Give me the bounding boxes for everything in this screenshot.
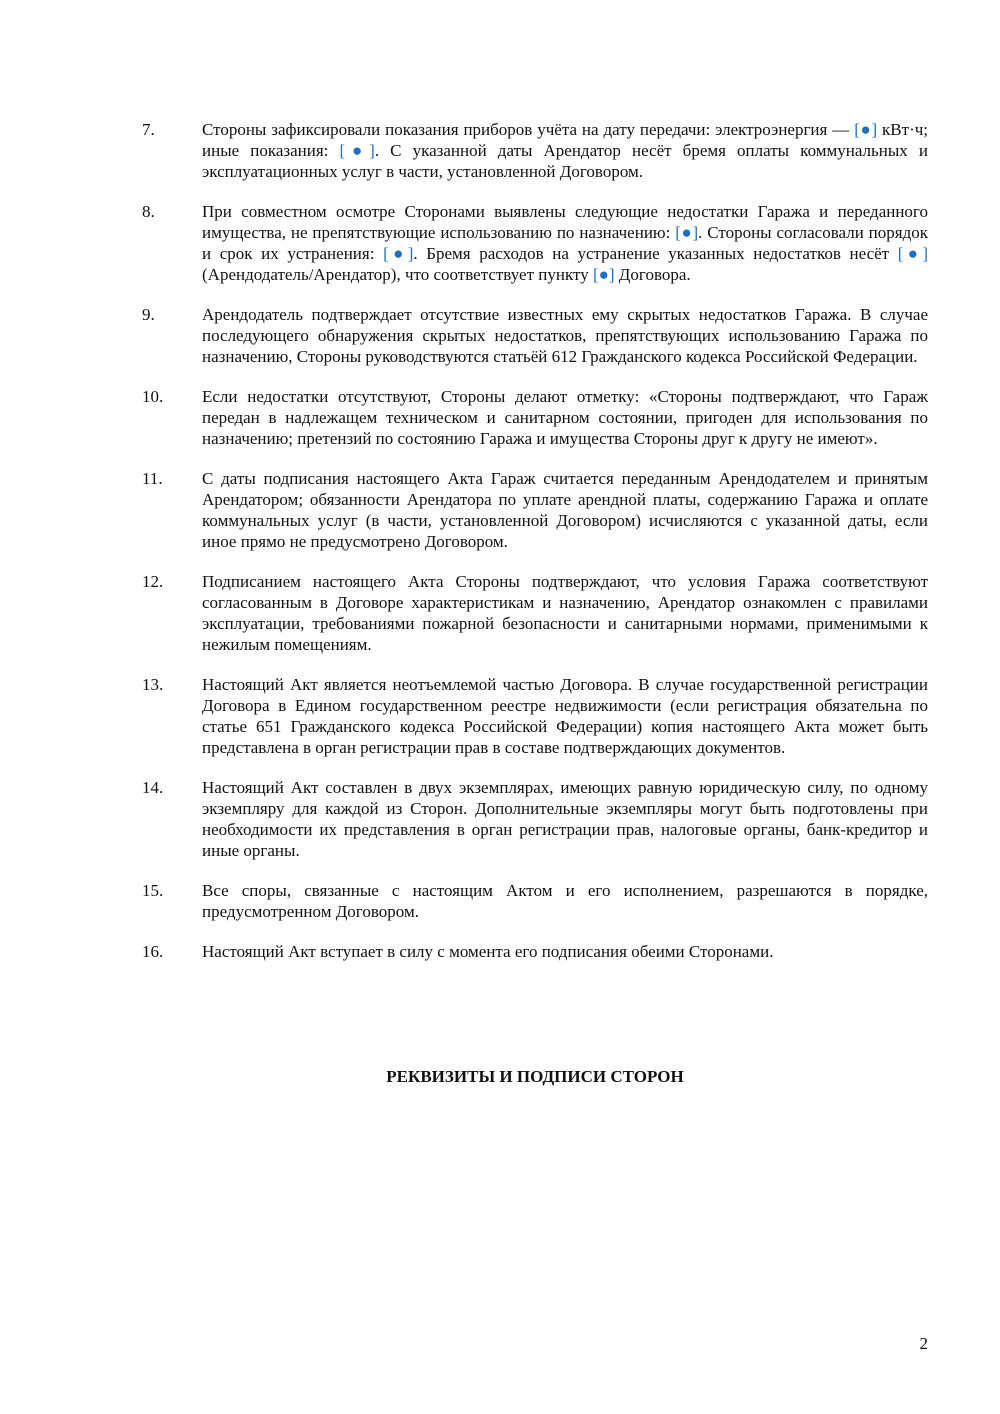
clause-text [202, 201, 928, 285]
placeholder-marker: [●] [592, 265, 615, 284]
clause-text [202, 304, 928, 367]
placeholder-marker: [●] [383, 244, 414, 263]
clause-text-segment: Настоящий Акт является неотъемлемой частью Договора. В случае государственной регистрации Договора в Едином государственном реестре недвижимости (если регистрация обязательна по статье 651 Гражданского кодекса Российской Федерации) копия настоящего Акта может быть представлена в орган регистрации прав в составе подтверждающих документов. [202, 675, 928, 757]
page-number: 2 [919, 1334, 928, 1353]
clause-text-segment: кВт·ч; иные показания: [202, 120, 929, 160]
clause-text-segment: . С указанной даты Арендатор несёт бремя оплаты коммунальных и эксплуатационных услуг в части, установленной Договором. [202, 141, 929, 181]
clause-number: 16. [142, 942, 164, 961]
clause-number: 11. [142, 469, 163, 488]
clause-text [202, 777, 928, 861]
clause-text [202, 674, 928, 758]
clause-text-segment: Договора. [614, 265, 691, 284]
clause-item [142, 468, 928, 552]
clause-number: 15. [142, 881, 164, 900]
clause-text-segment: . Бремя расходов на устранение указанных недостатков несёт [413, 244, 898, 263]
placeholder-marker: [●] [897, 244, 929, 263]
clause-item [142, 941, 928, 962]
clause-text-segment: (Арендодатель/Арендатор), что соответствует пункту [202, 265, 593, 284]
clause-number: 10. [142, 387, 164, 406]
clause-text [202, 468, 928, 552]
clause-text-segment: Все споры, связанные с настоящим Актом и его исполнением, разрешаются в порядке, предусмотренном Договором. [202, 881, 928, 921]
placeholder-marker: [●] [675, 223, 699, 242]
clause-item [142, 119, 928, 182]
clause-number: 13. [142, 675, 164, 694]
clause-text-segment: С даты подписания настоящего Акта Гараж считается переданным Арендодателем и принятым Арендатором; обязанности Арендатора по уплате арендной платы, содержанию Гаража и оплате коммунальных услуг (в части, установленной Договором) исчисляются с указанной даты, если иное прямо не предусмотрено Договором. [202, 469, 928, 551]
clause-number: 12. [142, 572, 164, 591]
clause-item [142, 304, 928, 367]
clause-text [202, 571, 928, 655]
section-title: РЕКВИЗИТЫ И ПОДПИСИ СТОРОН [386, 1067, 684, 1086]
clause-text-segment: Подписанием настоящего Акта Стороны подтверждают, что условия Гаража соответствуют согласованным в Договоре характеристикам и назначению, Арендатор ознакомлен с правилами эксплуатации, требованиями пожарной безопасности и санитарными нормами, применимыми к нежилым помещениям. [202, 572, 928, 654]
clause-text [202, 941, 928, 962]
clause-text-segment: Стороны зафиксировали показания приборов учёта на дату передачи: электроэнергия — [202, 120, 855, 139]
clause-item [142, 201, 928, 285]
clause-item [142, 386, 928, 449]
clause-item [142, 571, 928, 655]
clause-text-segment: Арендодатель подтверждает отсутствие известных ему скрытых недостатков Гаража. В случае последующего обнаружения скрытых недостатков, препятствующих использованию Гаража по назначению, Стороны руководствуются статьёй 612 Гражданского кодекса Российской Федерации. [202, 305, 928, 366]
clause-number: 7. [142, 120, 155, 139]
clause-item [142, 880, 928, 922]
clause-text-segment: Настоящий Акт вступает в силу с момента его подписания обеими Сторонами. [202, 942, 774, 961]
clause-text [202, 386, 928, 449]
clause-text-segment: Если недостатки отсутствуют, Стороны делают отметку: «Стороны подтверждают, что Гараж передан в надлежащем техническом и санитарном состоянии, пригоден для использования по назначению; претензий по состоянию Гаража и имущества Стороны друг к другу не имеют». [202, 387, 928, 448]
clause-text [202, 880, 928, 922]
clause-number: 14. [142, 778, 164, 797]
placeholder-marker: [●] [854, 120, 878, 139]
clause-text-segment: . Стороны согласовали порядок и срок их устранения: [202, 223, 929, 263]
clause-text [202, 119, 928, 182]
clause-item [142, 777, 928, 861]
clause-list [142, 119, 928, 981]
clause-item [142, 674, 928, 758]
clause-number: 8. [142, 202, 155, 221]
placeholder-marker: [●] [339, 141, 375, 160]
clause-text-segment: Настоящий Акт составлен в двух экземплярах, имеющих равную юридическую силу, по одному экземпляру для каждой из Сторон. Дополнительные экземпляры могут быть подготовлены при необходимости их представления в орган регистрации прав, налоговые органы, банк-кредитор и иные органы. [202, 778, 928, 860]
clause-number: 9. [142, 305, 155, 324]
clause-text-segment: При совместном осмотре Сторонами выявлены следующие недостатки Гаража и переданного имущества, не препятствующие использованию по назначению: [202, 202, 928, 242]
